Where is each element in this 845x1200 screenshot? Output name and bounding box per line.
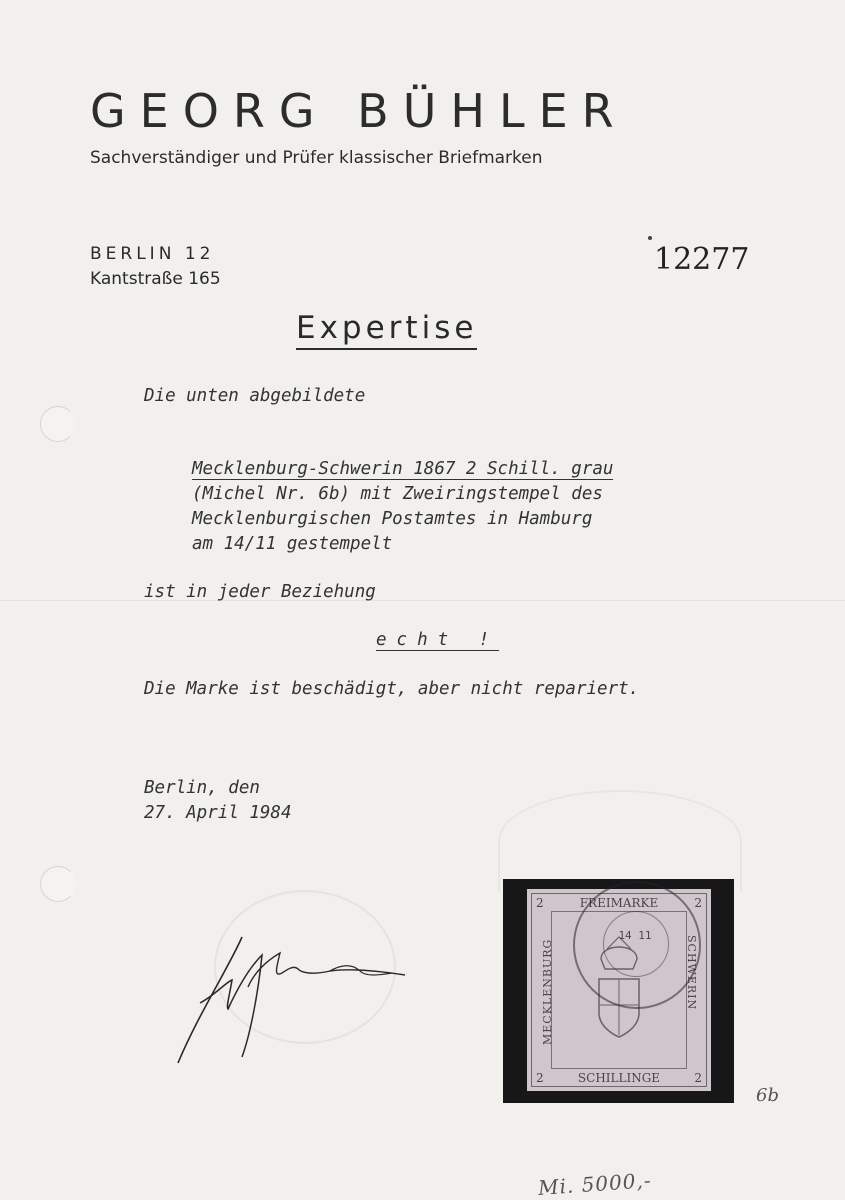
embossed-seal [498,790,742,892]
stamp-value: 2 [536,896,544,910]
address-street: Kantstraße 165 [90,269,221,289]
stamp-description-line: Mecklenburg-Schwerin 1867 2 Schill. grau [192,459,614,479]
address-city: BERLIN 12 [90,244,215,264]
date-line: 27. April 1984 [144,803,292,823]
document-title: Expertise [296,310,477,350]
letterhead-subtitle: Sachverständiger und Prüfer klassischer Briefmarken [90,148,543,168]
body-remark: Die Marke ist beschädigt, aber nicht repariert. [144,679,640,699]
verdict: echt ! [376,630,500,650]
punch-hole [40,866,76,902]
body-statement: ist in jeder Beziehung [144,582,376,602]
stamp-photo [503,879,734,1103]
stamp-value: 2 [694,1071,702,1085]
body-intro: Die unten abgebildete [144,386,366,406]
stamp-description-line: Mecklenburgischen Postamtes in Hamburg [192,509,593,529]
stamp-left-text: MECKLENBURG [541,938,554,1045]
stamp-right-text: SCHWERIN [685,935,698,1011]
catalog-note: 6b [756,1085,779,1106]
handwritten-signature [170,925,420,1070]
stamp-description-line: am 14/11 gestempelt [192,534,393,554]
punch-hole [40,406,76,442]
letterhead-name: GEORG BÜHLER [90,84,628,138]
stamp [527,889,711,1091]
stamp-bottom-text: SCHILLINGE [577,1071,661,1085]
place-line: Berlin, den [144,778,260,798]
certificate-number: 12277 [654,242,750,277]
stamp-value: 2 [536,1071,544,1085]
price-note: Mi. 5000,- [537,1168,653,1200]
paper-fold [0,600,845,601]
ink-dot [648,236,652,240]
stamp-value: 2 [694,896,702,910]
postmark-date: 14 11 [618,929,652,942]
stamp-description-line: (Michel Nr. 6b) mit Zweiringstempel des [192,484,603,504]
postmark-inner-ring [603,911,669,977]
stamp-top-text: FREIMARKE [579,896,659,910]
